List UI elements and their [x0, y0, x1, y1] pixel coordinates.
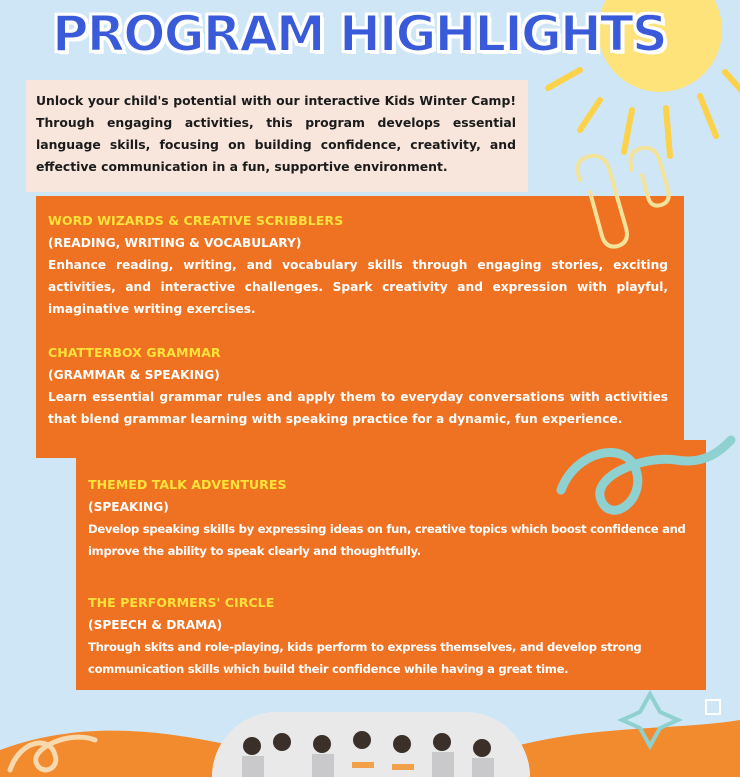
intro-box — [26, 80, 528, 192]
section-themed-talk — [88, 474, 698, 562]
section-subheading: (READING, WRITING & VOCABULARY) — [48, 236, 302, 250]
section-heading: WORD WIZARDS & CREATIVE SCRIBBLERS — [48, 213, 344, 228]
section-subheading: (SPEECH & DRAMA) — [88, 618, 223, 632]
section-description: Develop speaking skills by expressing ideas on fun, creative topics which boost confidence and improve the ability to speak clearly and thoughtfully. — [88, 522, 686, 558]
section-word-wizards — [48, 210, 668, 320]
section-performers-circle — [88, 592, 698, 680]
section-description: Through skits and role-playing, kids perform to express themselves, and develop strong communication skills which build their confidence while having a great time. — [88, 640, 642, 676]
group-photo-image — [212, 712, 530, 777]
intro-text: Unlock your child's potential with our interactive Kids Winter Camp! Through engaging activities, this program develops essential language skills, focusing on building confidence, creativity, and effective communication in a fun, supportive environment. — [36, 93, 516, 174]
section-chatterbox-grammar — [48, 342, 668, 430]
page-title: PROGRAM HIGHLIGHTS — [52, 5, 666, 63]
section-heading: CHATTERBOX GRAMMAR — [48, 345, 221, 360]
section-description: Enhance reading, writing, and vocabulary skills through engaging stories, exciting activities, and interactive challenges. Spark creativity and expression with playful, imaginative writing exercises. — [48, 258, 668, 316]
group-photo — [212, 712, 530, 777]
section-subheading: (SPEAKING) — [88, 500, 169, 514]
section-subheading: (GRAMMAR & SPEAKING) — [48, 368, 220, 382]
section-description: Learn essential grammar rules and apply them to everyday conversations with activities that blend grammar learning with speaking practice for a dynamic, fun experience. — [48, 390, 668, 426]
section-heading: THEMED TALK ADVENTURES — [88, 477, 287, 492]
section-heading: THE PERFORMERS' CIRCLE — [88, 595, 275, 610]
